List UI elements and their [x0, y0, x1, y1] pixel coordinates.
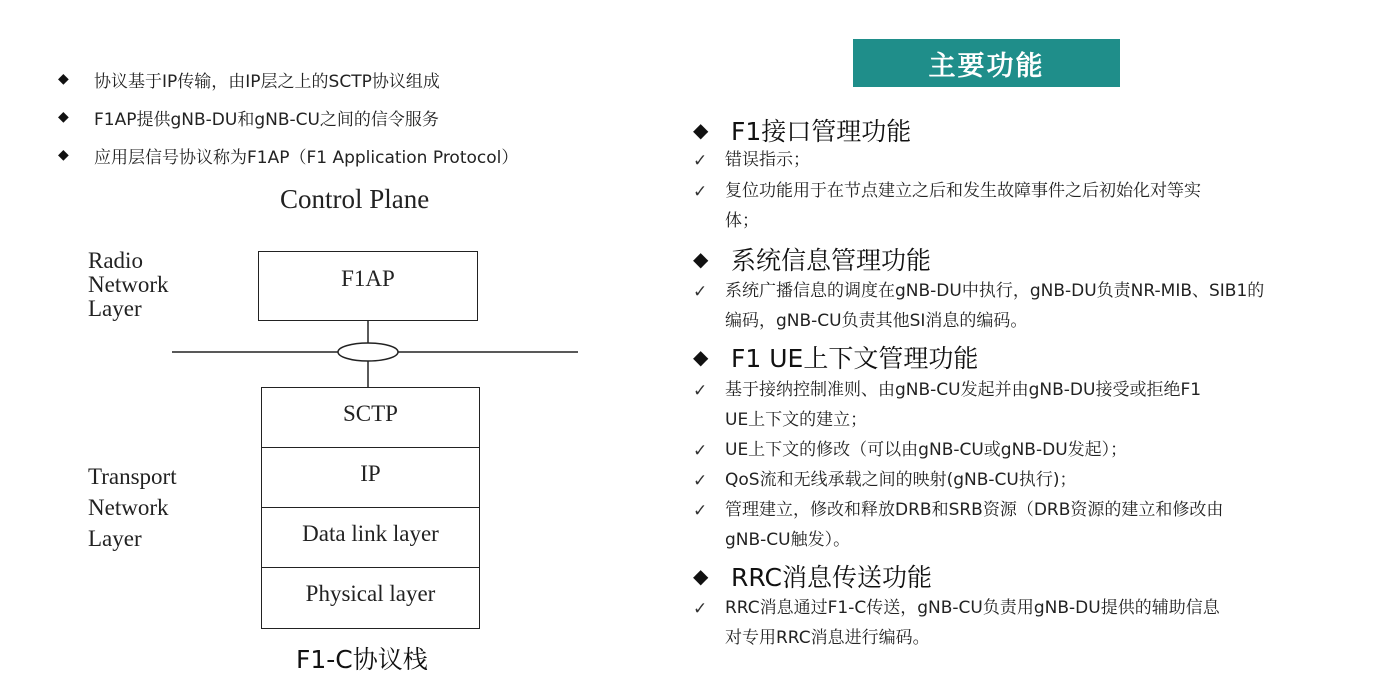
diagram-title: Control Plane: [280, 184, 430, 214]
section-heading: ◆ 系统信息管理功能: [693, 246, 932, 275]
check-icon: ✓: [693, 182, 708, 202]
diamond-bullet-icon: ◆: [58, 71, 69, 87]
check-icon: ✓: [693, 151, 708, 171]
diamond-bullet-icon: ◆: [693, 247, 709, 271]
bullet-item: ◆ 应用层信号协议称为F1AP（F1 Application Protocol）: [58, 147, 519, 168]
physical-layer-box: Physical layer: [305, 581, 436, 606]
diamond-bullet-icon: ◆: [58, 147, 69, 163]
transport-stack: [261, 387, 480, 629]
list-item: 基于接纳控制准则、由gNB-CU发起并由gNB-DU接受或拒绝F1 UE上下文的建立；: [725, 380, 1202, 430]
sap-ellipse: [338, 343, 398, 361]
check-icon: ✓: [693, 471, 708, 491]
check-icon: ✓: [693, 599, 708, 619]
sctp-layer-box: SCTP: [262, 388, 479, 448]
f1ap-box: F1AP: [258, 251, 478, 321]
data-link-layer-box: Data link layer: [262, 508, 479, 568]
section-heading: ◆ F1 UE上下文管理功能: [693, 344, 979, 373]
check-icon: ✓: [693, 441, 708, 461]
bullet-item: ◆ F1AP提供gNB-DU和gNB-CU之间的信令服务: [58, 109, 439, 130]
section-heading: ◆ RRC消息传送功能: [693, 563, 932, 592]
check-icon: ✓: [693, 501, 708, 521]
transport-network-layer-label: Transport Network Layer: [88, 464, 177, 551]
list-item: UE上下文的修改（可以由gNB-CU或gNB-DU发起）；: [725, 440, 1128, 460]
diamond-bullet-icon: ◆: [58, 109, 69, 125]
bullet-item: ◆ 协议基于IP传输，由IP层之上的SCTP协议组成: [58, 71, 440, 92]
diamond-bullet-icon: ◆: [693, 345, 709, 369]
list-item: 系统广播信息的调度在gNB-DU中执行，gNB-DU负责NR-MIB、SIB1的 编码，gNB-CU负责其他SI消息的编码。: [725, 281, 1265, 331]
stack-caption: F1-C协议栈: [296, 645, 428, 674]
section-heading: ◆ F1接口管理功能: [693, 117, 912, 146]
list-item: 复位功能用于在节点建立之后和发生故障事件之后初始化对等实 体；: [725, 181, 1201, 231]
check-icon: ✓: [693, 282, 708, 302]
list-item: 管理建立，修改和释放DRB和SRB资源（DRB资源的建立和修改由 gNB-CU触发）。: [725, 500, 1224, 550]
diamond-bullet-icon: ◆: [693, 564, 709, 588]
radio-network-layer-label: Radio Network Layer: [88, 248, 169, 322]
list-item: QoS流和无线承载之间的映射(gNB-CU执行)；: [725, 470, 1077, 490]
list-item: RRC消息通过F1-C传送，gNB-CU负责用gNB-DU提供的辅助信息 对专用RRC消息进行编码。: [725, 598, 1220, 648]
main-functions-banner: 主要功能: [853, 39, 1120, 87]
diamond-bullet-icon: ◆: [693, 118, 709, 142]
list-item: 错误指示；: [725, 150, 810, 170]
ip-layer-box: IP: [262, 448, 479, 508]
check-icon: ✓: [693, 381, 708, 401]
